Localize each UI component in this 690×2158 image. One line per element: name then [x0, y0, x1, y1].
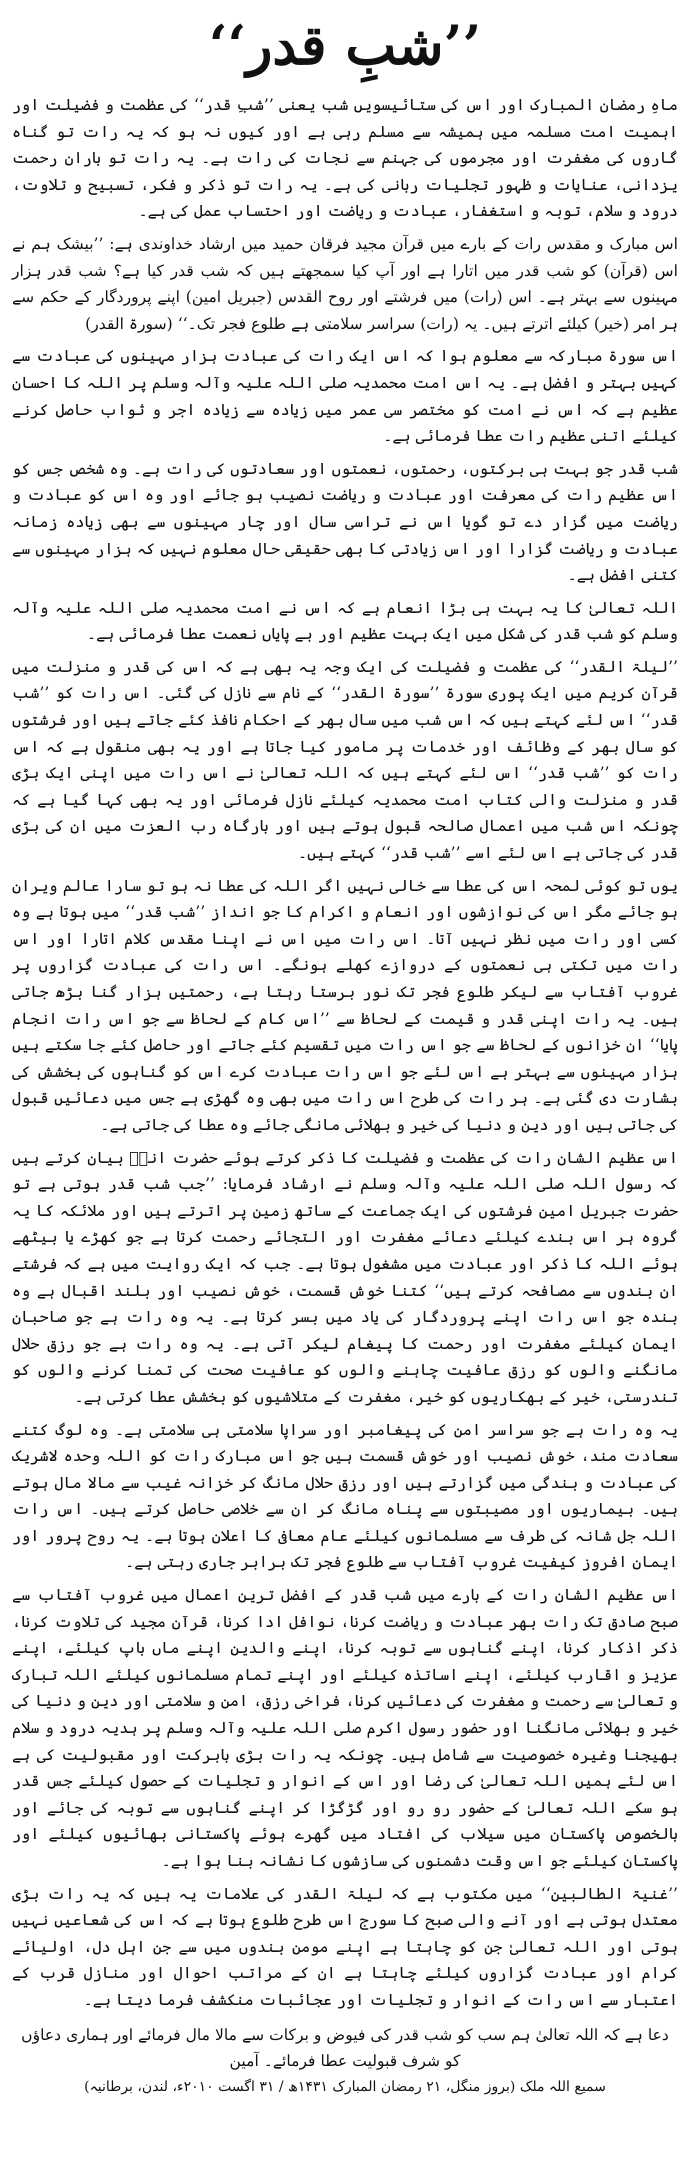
paragraph: ماہِ رمضان المبارک اور اس کی ستائیسویں شب یعنی ’’شبِ قدر‘‘ کی عظمت و فضیلت اور اہمیت امت مسلمہ میں ہمیشہ سے مسلم رہی ہے اور کیوں نہ ہو کہ یہ رات تو گناہ گاروں کی مغفرت اور مجرموں کی جہنم سے نجات کی رات ہے۔ یہ رات تو باران رحمت یزدانی، عنایات و ظہور تجلیات ربانی کی ہے۔ یہ رات تو ذکر و فکر، تسبیح و تلاوت، درود و سلام، توبہ و استغفار، عبادت و ریاضت اور احتساب عمل کی ہے۔: [12, 96, 678, 221]
closing-prayer: دعا ہے کہ اللہ تعالیٰ ہم سب کو شب قدر کی فیوض و برکات سے مالا مال فرمائے اور ہماری دعاؤں کو شرف قبولیت عطا فرمائے۔ آمین: [21, 2025, 669, 2071]
paragraph: یوں تو کوئی لمحہ اس کی عطا سے خالی نہیں اگر اللہ کی عطا نہ ہو تو سارا عالم ویران ہو جائے مگر اس کی نوازشوں اور انعام و اکرام کا جو انداز ’’شب قدر‘‘ میں ہوتا ہے وہ کسی اور رات میں نظر نہیں آتا۔ اس رات میں اس نے اپنا مقدس کلام اتارا اور اس رات میں تکتی ہی نعمتوں کے دروازے کھلے ہونگے۔ اس رات کی عبادت گزاروں پر غروب آفتاب سے لیکر طلوع فجر تک نور برستا رہتا ہے، رحمتیں ہزار گنا بڑھ جاتی ہیں۔ یہ رات اپنی قدر و قیمت کے لحاظ سے ’’اس کام کے لحاظ سے جو اس رات انجام پایا‘‘ ان خزانوں کے لحاظ سے جو اس رات میں تقسیم کئے جاتے اور حاصل کئے جا سکتے ہیں ہزار مہینوں سے بہتر ہے اس لئے جو اس رات عبادت کرے اس کو گناہوں کی بخشش کی بشارت دی گئی ہے۔ ہر رات کی طرح اس رات میں بھی وہ گھڑی ہے جس میں دعائیں قبول کی جاتی ہیں اور دین و دنیا کی خیر و بھلائی مانگی جائے وہ عطا کی جاتی ہے۔: [12, 876, 678, 1134]
paragraph: اس مبارک و مقدس رات کے بارے میں قرآن مجید فرقان حمید میں ارشاد خداوندی ہے: ’’بیشک ہم نے اس (قرآن) کو شب قدر میں اتارا ہے اور آپ کیا سمجھتے ہیں کہ شب قدر کیا ہے؟ شب قدر ہزار مہینوں سے بہتر ہے۔ اس (رات) میں فرشتے اور روح القدس (جبریل امین) اپنے پروردگار کے حکم سے ہر امر (خیر) کیلئے اترتے ہیں۔ یہ (رات) سراسر سلامتی ہے طلوع فجر تک۔‘‘ (سورۃ القدر): [12, 234, 678, 333]
paragraph: ’’لیلۃ القدر‘‘ کی عظمت و فضیلت کی ایک وجہ یہ بھی ہے کہ اس کی قدر و منزلت میں قرآن کریم میں ایک پوری سورۃ ’’سورۃ القدر‘‘ کے نام سے نازل کی گئی۔ اس رات کو ’’شب قدر‘‘ اس لئے کہتے ہیں کہ اس شب میں سال بھر کے احکام نافذ کئے جاتے ہیں اور فرشتوں کو سال بھر کے وظائف اور خدمات پر مامور کیا جاتا ہے اور یہ بھی منقول ہے کہ اس رات کو ’’شب قدر‘‘ اس لئے کہتے ہیں کہ اللہ تعالیٰ نے اس رات میں اپنی ایک بڑی قدر و منزلت والی کتاب امت محمدیہ کیلئے نازل فرمائی اور یہ بھی کہا گیا ہے کہ چونکہ اس شب میں اعمال صالحہ قبول ہوتے ہیں اور بارگاہ رب العزت میں ان کی بڑی قدر کی جاتی ہے اس لئے اسے ’’شب قدر‘‘ کہتے ہیں۔: [12, 657, 678, 863]
paragraph: یہ وہ رات ہے جو سراسر امن کی پیغامبر اور سراپا سلامتی ہی سلامتی ہے۔ وہ لوگ کتنے سعادت مند، خوش نصیب اور خوش قسمت ہیں جو اس مبارک رات کو اللہ وحدہ لاشریک کی عبادت و بندگی میں گزارتے ہیں اور رزق حلال مانگ کر خزانہ غیب سے مالا مال ہوتے ہیں۔ بیماریوں اور مصیبتوں سے پناہ مانگ کر ان سے خلاصی حاصل کرتے ہیں۔ اس رات اللہ جل شانہ کی طرف سے مسلمانوں کیلئے عام معافی کا اعلان ہوتا ہے۔ یہ روح پرور اور ایمان افروز کیفیت غروب آفتاب سے طلوع فجر تک برابر جاری رہتی ہے۔: [12, 1420, 678, 1572]
article-body: [12, 92, 678, 2099]
paragraph: شب قدر جو بہت ہی برکتوں، رحمتوں، نعمتوں اور سعادتوں کی رات ہے۔ وہ شخص جس کو اس عظیم رات کی معرفت اور عبادت و ریاضت نصیب ہو جائے اور وہ اس کو عبادت و ریاضت میں گزار دے تو گویا اس نے تراسی سال اور چار مہینوں سے بھی زیادہ زمانہ عبادت و ریاضت گزارا اور اس زیادتی کا بھی حقیقی حال معلوم نہیں کہ ہزار مہینوں سے کتنی افضل ہے۔: [12, 459, 678, 585]
author-credit: سمیع اللہ ملک (بروز منگل، ۲۱ رمضان المبارک ۱۴۳۱ھ / ۳۱ اگست ۲۰۱۰ء، لندن، برطانیہ): [84, 2078, 606, 2095]
paragraph: اللہ تعالیٰ کا یہ بہت ہی بڑا انعام ہے کہ اس نے امت محمدیہ صلی اللہ علیہ وآلہ وسلم کو شب قدر کی شکل میں ایک بہت عظیم اور بے پایاں نعمت عطا فرمائی ہے۔: [12, 598, 678, 644]
paragraph: اس عظیم الشان رات کی عظمت و فضیلت کا ذکر کرتے ہوئے حضرت انسؓ بیان کرتے ہیں کہ رسول اللہ صلی اللہ علیہ وآلہ وسلم نے ارشاد فرمایا: ’’جب شب قدر ہوتی ہے تو حضرت جبریل امین فرشتوں کی ایک جماعت کے ساتھ زمین پر اترتے ہیں اور ملائکہ کا یہ گروہ ہر اس بندے کیلئے دعائے مغفرت اور التجائے رحمت کرتا ہے جو کھڑے یا بیٹھے ہوئے اللہ کا ذکر اور عبادت میں مشغول ہوتا ہے۔ جب کہ ایک روایت میں ہے کہ فرشتے ان بندوں سے مصافحہ کرتے ہیں‘‘ کتنا خوش قسمت، خوش نصیب اور بلند اقبال ہے وہ بندہ جو اس رات اپنے پروردگار کی یاد میں بسر کرتا ہے۔ یہ وہ رات ہے جو صاحبان ایمان کیلئے مغفرت اور رحمت کا پیغام لیکر آتی ہے۔ یہ وہ رات ہے جو رزق حلال مانگنے والوں کو رزق عافیت چاہنے والوں کو عافیت صحت کی تمنا کرنے والوں کو تندرستی، خیر کے بھکاریوں کو خیر، مغفرت کے متلاشیوں کو بخشش عطا کرتی ہے۔: [12, 1148, 679, 1406]
paragraph: اس سورۃ مبارکہ سے معلوم ہوا کہ اس ایک رات کی عبادت ہزار مہینوں کی عبادت سے کہیں بہتر و افضل ہے۔ یہ اس امت محمدیہ صلی اللہ علیہ وآلہ وسلم پر اللہ کا احسان عظیم ہے کہ اس نے امت کو مختصر سی عمر میں زیادہ سے زیادہ اجر و ثواب حاصل کرنے کیلئے اتنی عظیم رات عطا فرمائی ہے۔: [12, 347, 678, 446]
paragraph: ’’غنیۃ الطالبین‘‘ میں مکتوب ہے کہ لیلۃ القدر کی علامات یہ ہیں کہ یہ رات بڑی معتدل ہوتی ہے اور آنے والی صبح کا سورج اس طرح طلوع ہوتا ہے کہ اس کی شعاعیں نہیں ہوتی اور اللہ تعالیٰ جن کو چاہتا ہے اپنے مومن بندوں میں سے جن اہل دل، اولیائے کرام اور عبادت گزاروں کیلئے چاہتا ہے ان کے مراتب احوال اور منازل قرب کے اعتبار سے اس رات کے انوار و تجلیات اور عجائبات منکشف فرما دیتا ہے۔: [12, 1884, 678, 2009]
article-title: ’’شبِ قدر‘‘: [208, 13, 482, 77]
paragraph: اس عظیم الشان رات کے بارے میں شب قدر کے افضل ترین اعمال میں غروب آفتاب سے صبح صادق تک رات بھر عبادت و ریاضت کرنا، نوافل ادا کرنا، قرآن مجید کی تلاوت کرنا، ذکر اذکار کرنا، اپنے گناہوں سے توبہ کرنا، اپنے والدین اپنے ماں باپ کیلئے، اپنے عزیز و اقارب کیلئے، اپنے اساتذہ کیلئے اور اپنے تمام مسلمانوں کیلئے اللہ تبارک و تعالیٰ سے رحمت و مغفرت کی دعائیں کرنا، فراخی رزق، امن و سلامتی اور دین و دنیا کی خیر و بھلائی مانگنا اور حضور رسول اکرم صلی اللہ علیہ وآلہ وسلم پر ہدیہ درود و سلام بھیجنا وغیرہ خصوصیت سے شامل ہیں۔ چونکہ یہ رات بڑی بابرکت اور مقبولیت کی ہے اس لئے ہمیں اللہ تعالیٰ کی رضا اور اس کے انوار و تجلیات کے حصول کیلئے جس قدر ہو سکے اللہ تعالیٰ کے حضور رو رو اور گڑگڑا کر اپنے گناہوں سے توبہ کی جائے اور بالخصوص پاکستان میں سیلاب کی افتاد میں گھرے ہوئے پاکستانی بھائیوں کیلئے اور پاکستان کیلئے جو اس وقت دشمنوں کی سازشوں کا نشانہ بنا ہوا ہے۔: [12, 1586, 678, 1870]
